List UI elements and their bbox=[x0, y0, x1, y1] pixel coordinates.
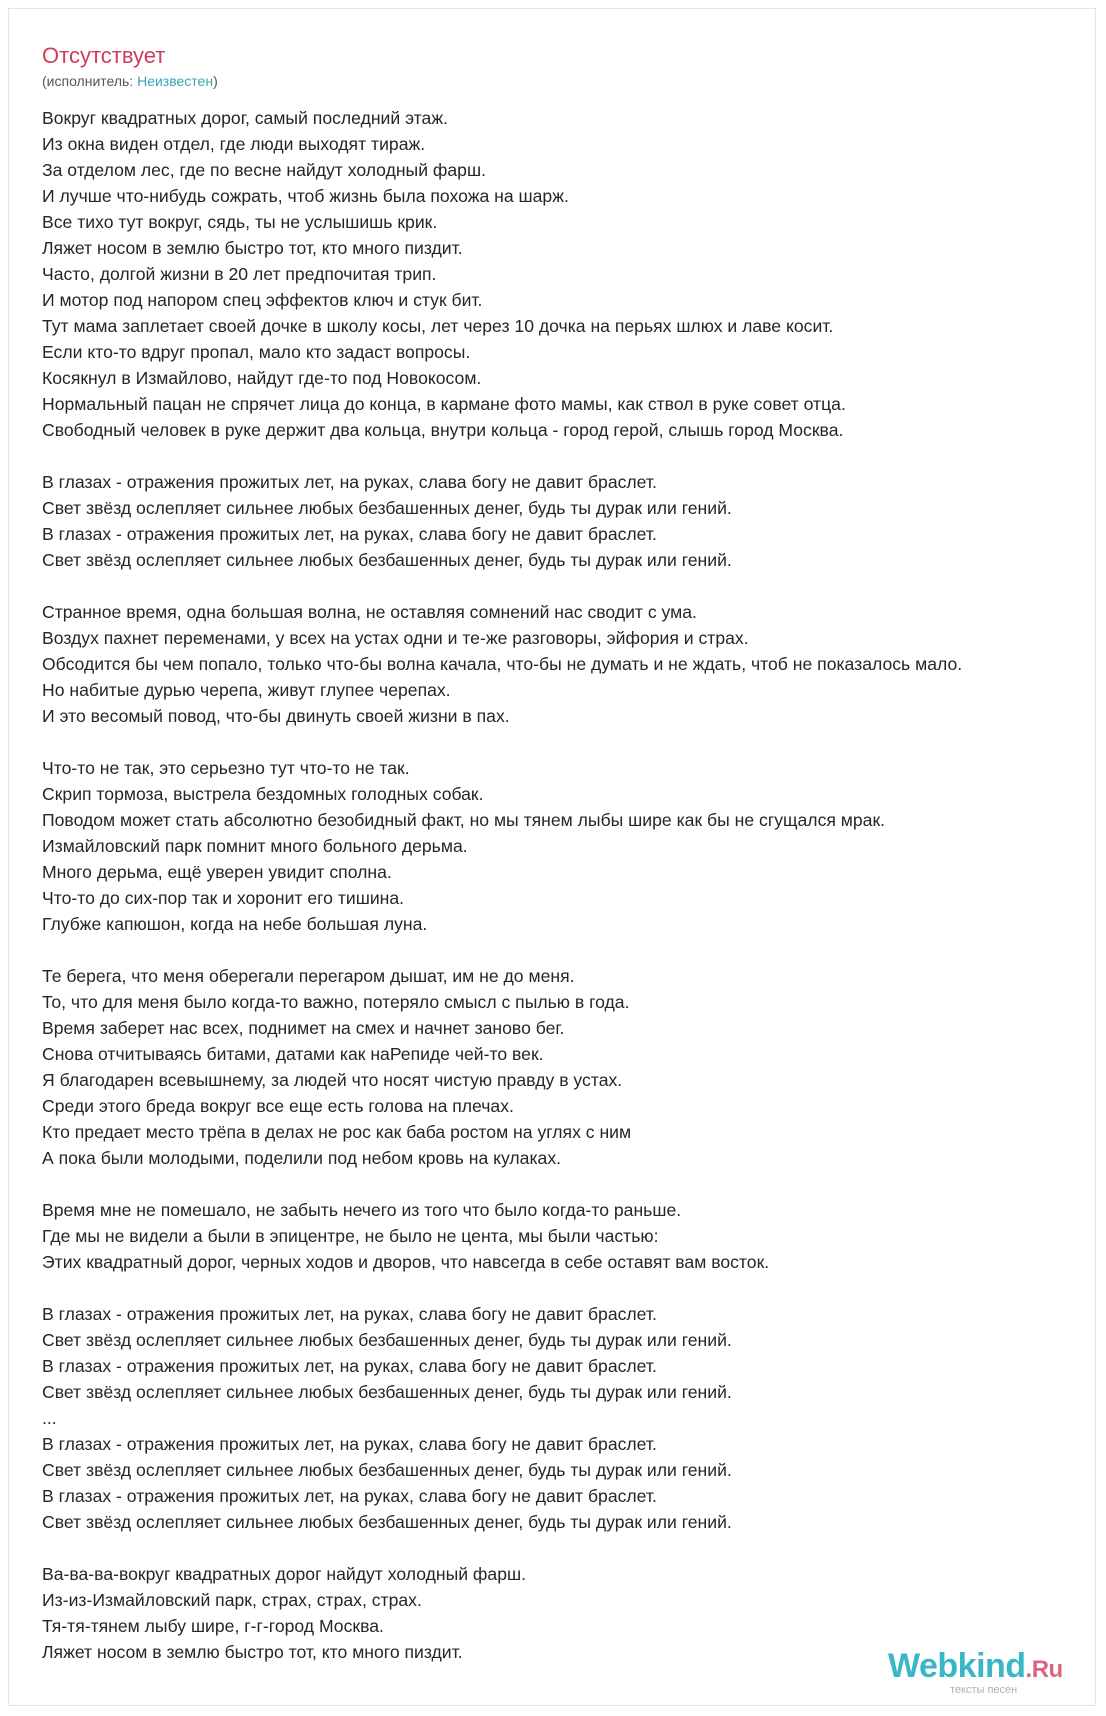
lyric-line: Свет звёзд ослепляет сильнее любых безбашенных денег, будь ты дурак или гений. bbox=[42, 1382, 732, 1402]
lyric-line: Если кто-то вдруг пропал, мало кто задаст вопросы. bbox=[42, 342, 471, 362]
stanza-break bbox=[42, 443, 1102, 469]
stanza-break bbox=[42, 1535, 1102, 1561]
lyric-line: Время заберет нас всех, поднимет на смех и начнет заново бег. bbox=[42, 1018, 565, 1038]
lyric-line: Странное время, одна большая волна, не оставляя сомнений нас сводит с ума. bbox=[42, 602, 697, 622]
lyric-line: Тут мама заплетает своей дочке в школу косы, лет через 10 дочка на перьях шлюх и лаве косит. bbox=[42, 316, 834, 336]
lyric-line: То, что для меня было когда-то важно, потеряло смысл с пылью в года. bbox=[42, 992, 630, 1012]
lyric-line: Где мы не видели а были в эпицентре, не было не цента, мы были частью: bbox=[42, 1226, 659, 1246]
logo-name: Webkind bbox=[888, 1647, 1026, 1685]
lyric-line: В глазах - отражения прожитых лет, на руках, слава богу не давит браслет. bbox=[42, 1304, 657, 1324]
stanza-break bbox=[42, 729, 1102, 755]
lyric-line: Глубже капюшон, когда на небе большая луна. bbox=[42, 914, 428, 934]
artist-suffix: ) bbox=[213, 73, 218, 89]
lyric-line: Ляжет носом в землю быстро тот, кто много пиздит. bbox=[42, 1642, 463, 1662]
stanza-break bbox=[42, 937, 1102, 963]
artist-link[interactable]: Неизвестен bbox=[137, 73, 214, 89]
lyric-line: Из-из-Измайловский парк, страх, страх, страх. bbox=[42, 1590, 422, 1610]
stanza-break bbox=[42, 1171, 1102, 1197]
lyric-line: Кто предает место трёпа в делах не рос как баба ростом на углях с ним bbox=[42, 1122, 632, 1142]
lyric-line: Среди этого бреда вокруг все еще есть голова на плечах. bbox=[42, 1096, 514, 1116]
lyric-line: Ляжет носом в землю быстро тот, кто много пиздит. bbox=[42, 238, 463, 258]
lyric-line: В глазах - отражения прожитых лет, на руках, слава богу не давит браслет. bbox=[42, 1486, 657, 1506]
lyric-line: Обсодится бы чем попало, только что-бы волна качала, что-бы не думать и не ждать, чтоб не показалось мало. bbox=[42, 654, 963, 674]
lyric-line: Свет звёзд ослепляет сильнее любых безбашенных денег, будь ты дурак или гений. bbox=[42, 1512, 732, 1532]
stanza-break bbox=[42, 1275, 1102, 1301]
lyric-line: Тя-тя-тянем лыбу шире, г-г-город Москва. bbox=[42, 1616, 384, 1636]
lyric-line: Нормальный пацан не спрячет лица до конца, в кармане фото мамы, как ствол в руке совет отца. bbox=[42, 394, 846, 414]
lyric-line: Но набитые дурью черепа, живут глупее черепах. bbox=[42, 680, 451, 700]
lyric-line: Косякнул в Измайлово, найдут где-то под Новокосом. bbox=[42, 368, 482, 388]
lyric-line: В глазах - отражения прожитых лет, на руках, слава богу не давит браслет. bbox=[42, 1434, 657, 1454]
lyric-line: Что-то до сих-пор так и хоронит его тишина. bbox=[42, 888, 405, 908]
lyric-line: Часто, долгой жизни в 20 лет предпочитая трип. bbox=[42, 264, 437, 284]
artist-line bbox=[42, 72, 218, 90]
lyric-line: В глазах - отражения прожитых лет, на руках, слава богу не давит браслет. bbox=[42, 524, 657, 544]
lyric-line: Из окна виден отдел, где люди выходят тираж. bbox=[42, 134, 426, 154]
lyric-line: Измайловский парк помнит много больного дерьма. bbox=[42, 836, 468, 856]
stanza-break bbox=[42, 573, 1102, 599]
lyric-line: Время мне не помешало, не забыть нечего из того что было когда-то раньше. bbox=[42, 1200, 682, 1220]
lyric-line: Скрип тормоза, выстрела бездомных голодных собак. bbox=[42, 784, 484, 804]
lyric-line: Я благодарен всевышнему, за людей что носят чистую правду в устах. bbox=[42, 1070, 623, 1090]
lyric-line: ... bbox=[42, 1408, 57, 1428]
lyric-line: Свет звёзд ослепляет сильнее любых безбашенных денег, будь ты дурак или гений. bbox=[42, 1460, 732, 1480]
lyric-line: Поводом может стать абсолютно безобидный факт, но мы тянем лыбы шире как бы не сгущался мрак. bbox=[42, 810, 886, 830]
lyric-line: Все тихо тут вокруг, сядь, ты не услышишь крик. bbox=[42, 212, 438, 232]
lyric-line: Снова отчитываясь битами, датами как наРепиде чей-то век. bbox=[42, 1044, 544, 1064]
lyric-line: В глазах - отражения прожитых лет, на руках, слава богу не давит браслет. bbox=[42, 472, 657, 492]
lyric-line: И мотор под напором спец эффектов ключ и стук бит. bbox=[42, 290, 483, 310]
lyric-line: Много дерьма, ещё уверен увидит сполна. bbox=[42, 862, 392, 882]
lyric-line: Свет звёзд ослепляет сильнее любых безбашенных денег, будь ты дурак или гений. bbox=[42, 1330, 732, 1350]
lyric-line: Свет звёзд ослепляет сильнее любых безбашенных денег, будь ты дурак или гений. bbox=[42, 498, 732, 518]
lyric-line: За отделом лес, где по весне найдут холодный фарш. bbox=[42, 160, 486, 180]
lyric-line: Что-то не так, это серьезно тут что-то не так. bbox=[42, 758, 410, 778]
lyric-line: Вокруг квадратных дорог, самый последний этаж. bbox=[42, 108, 448, 128]
site-logo[interactable] bbox=[888, 1646, 1088, 1698]
lyrics-body bbox=[42, 105, 1102, 1665]
lyric-line: И это весомый повод, что-бы двинуть своей жизни в пах. bbox=[42, 706, 510, 726]
lyric-line: Воздух пахнет переменами, у всех на устах одни и те-же разговоры, эйфория и страх. bbox=[42, 628, 749, 648]
lyric-line: Этих квадратный дорог, черных ходов и дворов, что навсегда в себе оставят вам восток. bbox=[42, 1252, 770, 1272]
logo-tld: .Ru bbox=[1025, 1656, 1063, 1683]
lyric-line: Те берега, что меня оберегали перегаром дышат, им не до меня. bbox=[42, 966, 575, 986]
song-title: Отсутствует bbox=[42, 43, 166, 68]
artist-prefix: (исполнитель: bbox=[42, 73, 138, 89]
logo-tagline: тексты песен bbox=[950, 1684, 1018, 1696]
lyric-line: А пока были молодыми, поделили под небом кровь на кулаках. bbox=[42, 1148, 562, 1168]
lyric-line: И лучше что-нибудь сожрать, чтоб жизнь была похожа на шарж. bbox=[42, 186, 569, 206]
lyric-line: Свет звёзд ослепляет сильнее любых безбашенных денег, будь ты дурак или гений. bbox=[42, 550, 732, 570]
lyric-line: Свободный человек в руке держит два кольца, внутри кольца - город герой, слышь город Москва. bbox=[42, 420, 844, 440]
lyric-line: Ва-ва-ва-вокруг квадратных дорог найдут холодный фарш. bbox=[42, 1564, 526, 1584]
lyric-line: В глазах - отражения прожитых лет, на руках, слава богу не давит браслет. bbox=[42, 1356, 657, 1376]
